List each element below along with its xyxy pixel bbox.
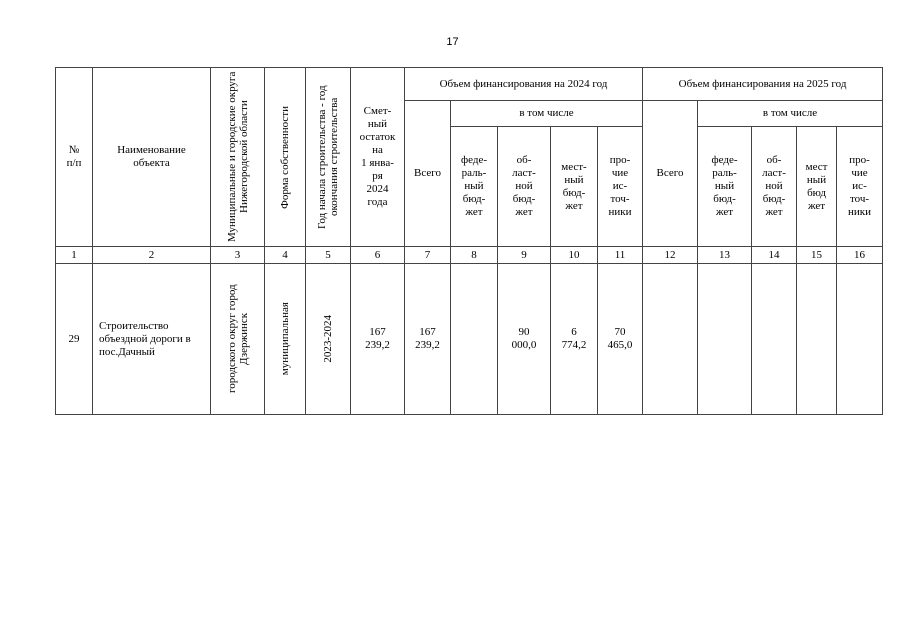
column-number: 13 xyxy=(698,247,752,264)
header-estimate: Смет- ный остаток на 1 янва- ря 2024 года xyxy=(351,68,405,247)
row-federal-2025 xyxy=(698,264,752,415)
header-including-2025: в том числе xyxy=(698,101,883,127)
header-fund-2024: Объем финансирования на 2024 год xyxy=(405,68,643,101)
column-number: 5 xyxy=(306,247,351,264)
row-estimate: 167 239,2 xyxy=(351,264,405,415)
header-ownership: Форма собственности xyxy=(265,68,306,247)
header-including-2024: в том числе xyxy=(451,101,643,127)
row-total-2024: 167 239,2 xyxy=(405,264,451,415)
header-other-2024: про- чие ис- точ- ники xyxy=(598,127,643,247)
header-num: № п/п xyxy=(56,68,93,247)
table-row xyxy=(56,264,883,415)
column-number: 4 xyxy=(265,247,306,264)
row-local-2025 xyxy=(797,264,837,415)
column-number: 15 xyxy=(797,247,837,264)
financing-table xyxy=(55,67,883,415)
header-total-2024: Всего xyxy=(405,101,451,247)
header-years: Год начала строительства - год окончания строительства xyxy=(306,68,351,247)
header-local-2024: мест- ный бюд- жет xyxy=(551,127,598,247)
row-other-2025 xyxy=(837,264,883,415)
column-number: 2 xyxy=(93,247,211,264)
row-years: 2023-2024 xyxy=(306,264,351,415)
row-municipality: городского округ город Дзержинск xyxy=(211,264,265,415)
column-number: 16 xyxy=(837,247,883,264)
column-number: 7 xyxy=(405,247,451,264)
row-total-2025 xyxy=(643,264,698,415)
row-regional-2025 xyxy=(752,264,797,415)
header-fund-2025: Объем финансирования на 2025 год xyxy=(643,68,883,101)
column-number: 11 xyxy=(598,247,643,264)
column-number: 8 xyxy=(451,247,498,264)
column-number: 12 xyxy=(643,247,698,264)
page-number: 17 xyxy=(446,36,459,48)
header-local-2025: мест ный бюд жет xyxy=(797,127,837,247)
header-federal-2024: феде- раль- ный бюд- жет xyxy=(451,127,498,247)
row-local-2024: 6 774,2 xyxy=(551,264,598,415)
row-other-2024: 70 465,0 xyxy=(598,264,643,415)
column-number: 14 xyxy=(752,247,797,264)
column-number: 1 xyxy=(56,247,93,264)
header-total-2025: Всего xyxy=(643,101,698,247)
column-number: 9 xyxy=(498,247,551,264)
header-other-2025: про- чие ис- точ- ники xyxy=(837,127,883,247)
row-ownership: муниципальная xyxy=(265,264,306,415)
row-federal-2024 xyxy=(451,264,498,415)
header-regional-2025: об- ласт- ной бюд- жет xyxy=(752,127,797,247)
row-num: 29 xyxy=(56,264,93,415)
column-number: 10 xyxy=(551,247,598,264)
header-municipality: Муниципальные и городские округа Нижегородской области xyxy=(211,68,265,247)
row-name: Строительство объездной дороги в пос.Дачный xyxy=(93,264,211,415)
column-number: 3 xyxy=(211,247,265,264)
header-regional-2024: об- ласт- ной бюд- жет xyxy=(498,127,551,247)
row-regional-2024: 90 000,0 xyxy=(498,264,551,415)
column-number: 6 xyxy=(351,247,405,264)
header-federal-2025: феде- раль- ный бюд- жет xyxy=(698,127,752,247)
header-name: Наименование объекта xyxy=(93,68,211,247)
